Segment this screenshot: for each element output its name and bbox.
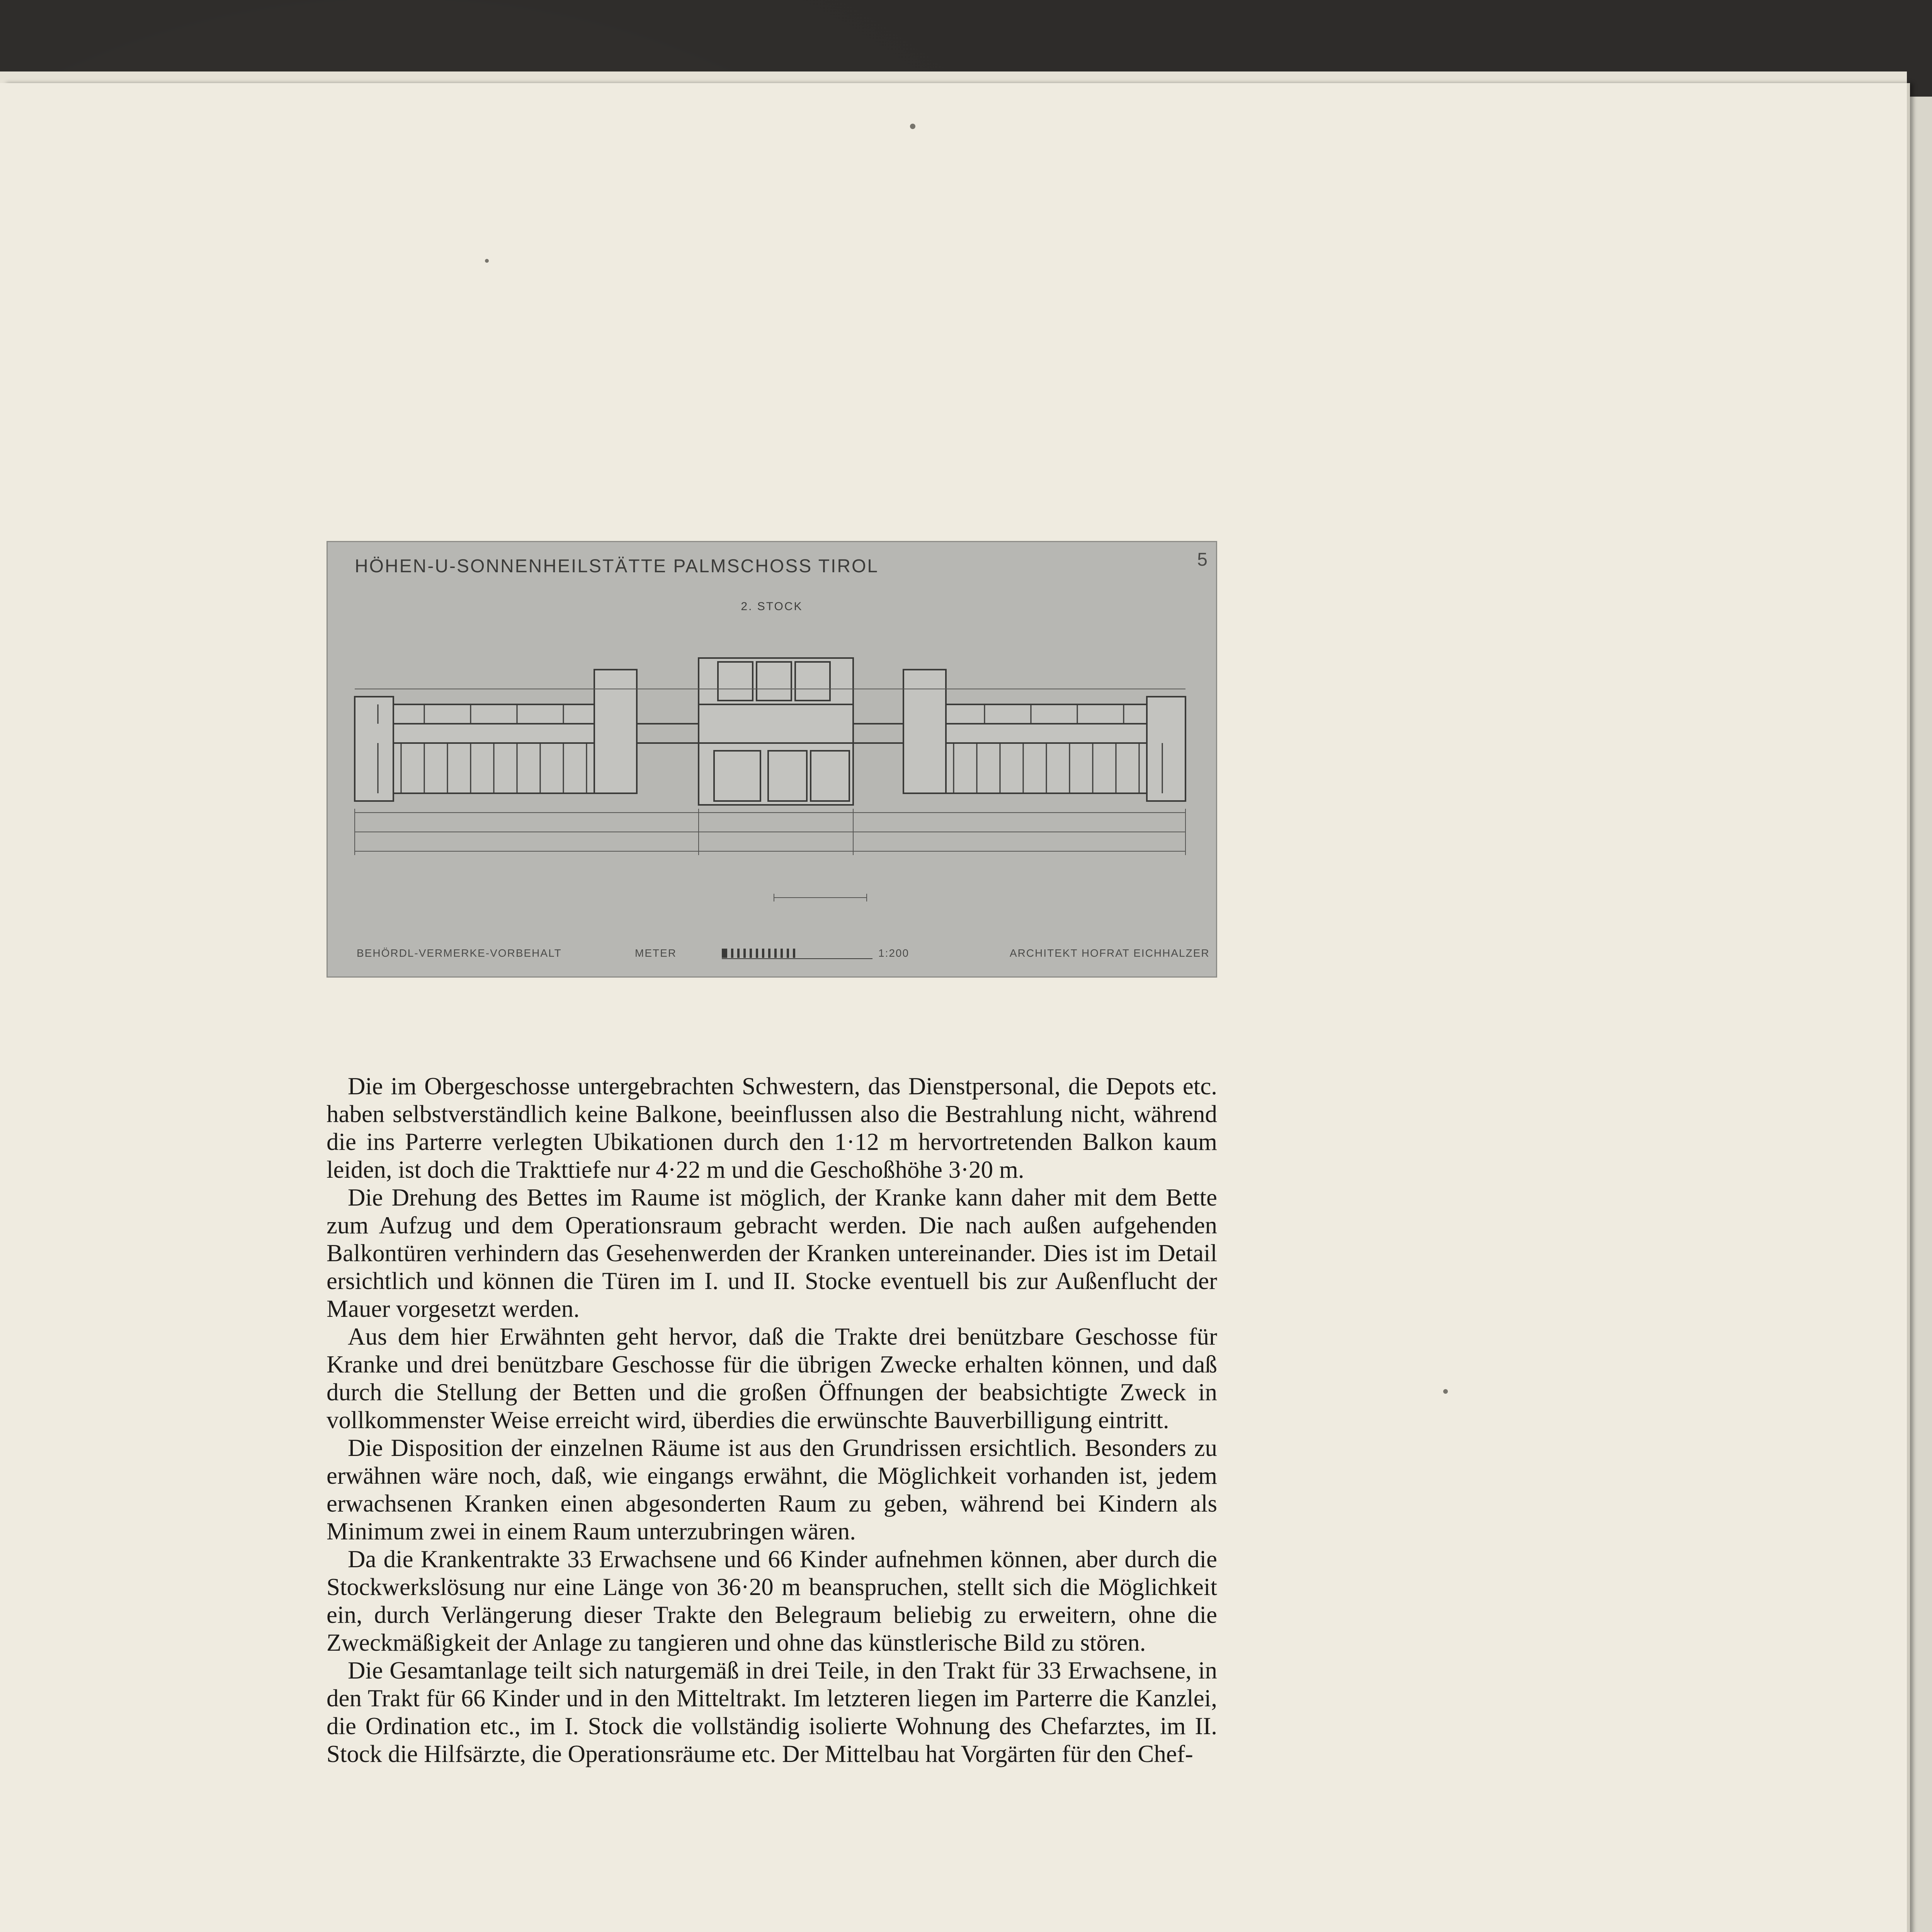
paragraph: Die Gesamtanlage teilt sich naturgemäß in drei Teile, in den Trakt für 33 Erwachsene, in den Trakt für 66 Kinder und in den Mitteltrakt. Im letzteren liegen im Parterre die Kanzlei, die Ordination etc., im I. Stock die vollständig isolierte Wohnung des Chefarztes, im II. Stock die Hilfsärzte, die Operationsräume etc. Der Mittelbau hat Vorgärten für den Chef- (327, 1657, 1217, 1767)
paragraph: Die Drehung des Bettes im Raume ist möglich, der Kranke kann daher mit dem Bette zum Aufzug und dem Operationsraum gebracht werden. Die nach außen aufgehenden Balkontüren verhindern das Gesehenwerden der Kranken untereinander. Dies ist im Detail ersichtlich und können die Türen im I. und II. Stocke eventuell bis zur Außenflucht der Mauer vorgesetzt werden. (327, 1184, 1217, 1322)
paper-speck (485, 259, 489, 263)
plate-title: HÖHEN-U-SONNENHEILSTÄTTE PALMSCHOSS TIROL (355, 556, 879, 577)
floor-label: 2. STOCK (741, 600, 803, 613)
paragraph: Aus dem hier Erwähnten geht hervor, daß die Trakte drei benützbare Geschosse für Kranke und drei benützbare Geschosse für die übrigen Zwecke erhalten können, und daß durch die Stellung der Betten und die großen Öffnungen der beabsichtigte Zweck in vollkommenster Weise erreicht wird, überdies die erwünschte Bauverbilligung eintritt. (327, 1323, 1217, 1434)
plate-number: 5 (1197, 549, 1208, 570)
floor-plan-plate (327, 541, 1217, 978)
paragraph: Da die Krankentrakte 33 Erwachsene und 66 Kinder aufnehmen können, aber durch die Stockwerkslösung nur eine Länge von 36·20 m beanspruchen, stellt sich die Möglichkeit ein, durch Verlängerung dieser Trakte den Belegraum beliebig zu erweitern, ohne die Zweckmäßigkeit der Anlage zu tangieren und ohne das künstlerische Bild zu stören. (327, 1546, 1217, 1656)
scale-label: METER (635, 947, 677, 959)
paragraph: Die Disposition der einzelnen Räume ist aus den Grundrissen ersichtlich. Besonders zu erwähnen wäre noch, daß, wie eingangs erwähnt, die Möglichkeit vorhanden ist, jedem erwachsenen Kranken einen abgesonderten Raum zu geben, während bei Kindern als Minimum zwei in einem Raum unterzubringen wären. (327, 1434, 1217, 1545)
paragraph: Die im Obergeschosse untergebrachten Schwestern, das Dienstpersonal, die Depots etc. haben selbstverständlich keine Balkone, beeinflussen also die Bestrahlung nicht, während die ins Parterre verlegten Ubikationen durch den 1·12 m hervortretenden Balkon kaum leiden, ist doch die Trakttiefe nur 4·22 m und die Geschoßhöhe 3·20 m. (327, 1073, 1217, 1183)
paper-speck (1443, 1389, 1448, 1394)
plate-footer-left: BEHÖRDL-VERMERKE-VORBEHALT (357, 947, 562, 959)
paper-speck (910, 124, 915, 129)
architect-credit: ARCHITEKT HOFRAT EICHHALZER (1010, 947, 1210, 959)
scale-ratio: 1:200 (878, 947, 910, 959)
body-text (327, 1072, 1217, 1768)
